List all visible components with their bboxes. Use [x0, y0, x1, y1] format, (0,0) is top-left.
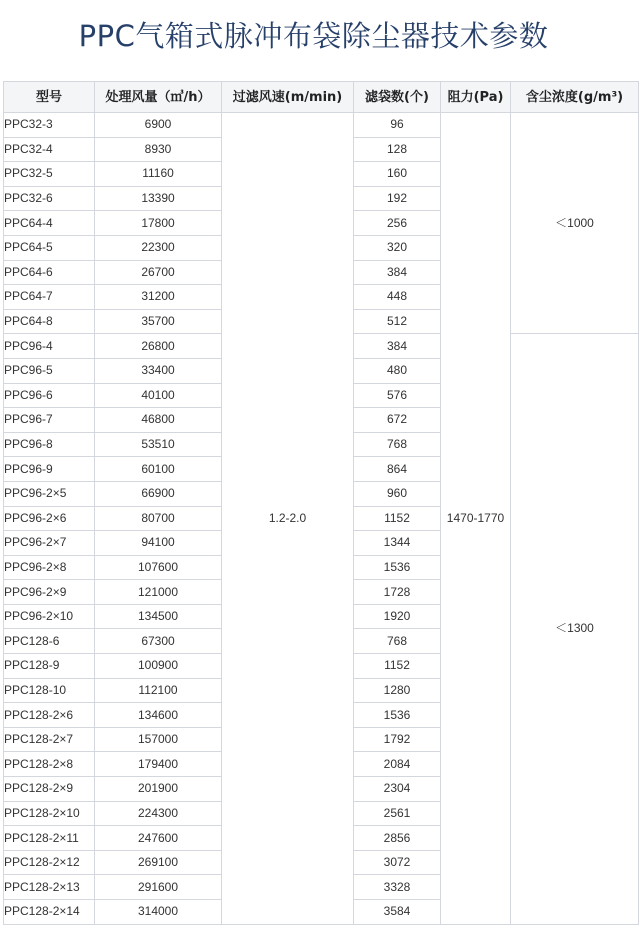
airflow-cell: 201900 — [95, 777, 222, 802]
bag-count-cell: 320 — [354, 235, 441, 260]
bag-count-cell: 1152 — [354, 506, 441, 531]
model-cell: PPC128-2×9 — [4, 777, 95, 802]
model-cell: PPC128-2×12 — [4, 850, 95, 875]
airflow-cell: 11160 — [95, 162, 222, 187]
bag-count-cell: 2561 — [354, 801, 441, 826]
airflow-cell: 66900 — [95, 481, 222, 506]
model-cell: PPC96-2×10 — [4, 604, 95, 629]
header-resistance: 阻力(Pa) — [441, 82, 511, 113]
model-cell: PPC64-5 — [4, 235, 95, 260]
bag-count-cell: 96 — [354, 113, 441, 138]
model-cell: PPC96-2×9 — [4, 580, 95, 605]
table-row — [4, 113, 639, 138]
filter-velocity-cell: 1.2-2.0 — [222, 113, 354, 925]
model-cell: PPC96-2×8 — [4, 555, 95, 580]
table-body — [4, 113, 639, 925]
model-cell: PPC96-8 — [4, 432, 95, 457]
model-cell: PPC64-8 — [4, 309, 95, 334]
bag-count-cell: 384 — [354, 334, 441, 359]
model-cell: PPC128-2×7 — [4, 727, 95, 752]
airflow-cell: 224300 — [95, 801, 222, 826]
airflow-cell: 13390 — [95, 186, 222, 211]
airflow-cell: 107600 — [95, 555, 222, 580]
model-cell: PPC32-4 — [4, 137, 95, 162]
bag-count-cell: 2084 — [354, 752, 441, 777]
header-dust-concentration: 含尘浓度(g/m³) — [511, 82, 639, 113]
header-bag-count: 滤袋数(个) — [354, 82, 441, 113]
airflow-cell: 31200 — [95, 285, 222, 310]
model-cell: PPC64-6 — [4, 260, 95, 285]
bag-count-cell: 480 — [354, 358, 441, 383]
bag-count-cell: 3584 — [354, 900, 441, 925]
airflow-cell: 100900 — [95, 654, 222, 679]
resistance-cell: 1470-1770 — [441, 113, 511, 925]
bag-count-cell: 512 — [354, 309, 441, 334]
model-cell: PPC96-5 — [4, 358, 95, 383]
airflow-cell: 291600 — [95, 875, 222, 900]
model-cell: PPC64-4 — [4, 211, 95, 236]
bag-count-cell: 384 — [354, 260, 441, 285]
bag-count-cell: 448 — [354, 285, 441, 310]
airflow-cell: 26700 — [95, 260, 222, 285]
airflow-cell: 134600 — [95, 703, 222, 728]
airflow-cell: 157000 — [95, 727, 222, 752]
bag-count-cell: 1536 — [354, 703, 441, 728]
page-title: PPC气箱式脉冲布袋除尘器技术参数 — [78, 19, 549, 53]
header-row — [4, 82, 639, 113]
bag-count-cell: 960 — [354, 481, 441, 506]
header-filter-velocity: 过滤风速(m/min) — [222, 82, 354, 113]
airflow-cell: 269100 — [95, 850, 222, 875]
airflow-cell: 46800 — [95, 408, 222, 433]
spec-table — [3, 81, 639, 925]
bag-count-cell: 768 — [354, 432, 441, 457]
airflow-cell: 35700 — [95, 309, 222, 334]
model-cell: PPC128-2×13 — [4, 875, 95, 900]
airflow-cell: 94100 — [95, 531, 222, 556]
model-cell: PPC32-3 — [4, 113, 95, 138]
airflow-cell: 53510 — [95, 432, 222, 457]
model-cell: PPC96-7 — [4, 408, 95, 433]
model-cell: PPC128-6 — [4, 629, 95, 654]
airflow-cell: 247600 — [95, 826, 222, 851]
model-cell: PPC128-2×14 — [4, 900, 95, 925]
model-cell: PPC128-2×10 — [4, 801, 95, 826]
model-cell: PPC96-4 — [4, 334, 95, 359]
bag-count-cell: 576 — [354, 383, 441, 408]
airflow-cell: 40100 — [95, 383, 222, 408]
bag-count-cell: 3328 — [354, 875, 441, 900]
bag-count-cell: 3072 — [354, 850, 441, 875]
bag-count-cell: 1536 — [354, 555, 441, 580]
airflow-cell: 80700 — [95, 506, 222, 531]
model-cell: PPC96-9 — [4, 457, 95, 482]
header-airflow: 处理风量（㎥/h） — [95, 82, 222, 113]
airflow-cell: 8930 — [95, 137, 222, 162]
airflow-cell: 179400 — [95, 752, 222, 777]
airflow-cell: 134500 — [95, 604, 222, 629]
bag-count-cell: 2856 — [354, 826, 441, 851]
header-model: 型号 — [4, 82, 95, 113]
airflow-cell: 121000 — [95, 580, 222, 605]
model-cell: PPC128-2×11 — [4, 826, 95, 851]
model-cell: PPC128-2×8 — [4, 752, 95, 777]
model-cell: PPC32-6 — [4, 186, 95, 211]
model-cell: PPC128-2×6 — [4, 703, 95, 728]
model-cell: PPC96-2×6 — [4, 506, 95, 531]
airflow-cell: 22300 — [95, 235, 222, 260]
model-cell: PPC128-9 — [4, 654, 95, 679]
bag-count-cell: 2304 — [354, 777, 441, 802]
model-cell: PPC96-2×5 — [4, 481, 95, 506]
airflow-cell: 17800 — [95, 211, 222, 236]
bag-count-cell: 128 — [354, 137, 441, 162]
bag-count-cell: 768 — [354, 629, 441, 654]
model-cell: PPC96-6 — [4, 383, 95, 408]
bag-count-cell: 864 — [354, 457, 441, 482]
airflow-cell: 67300 — [95, 629, 222, 654]
airflow-cell: 6900 — [95, 113, 222, 138]
bag-count-cell: 1344 — [354, 531, 441, 556]
dust-concentration-cell: ＜1000 — [511, 113, 639, 334]
airflow-cell: 112100 — [95, 678, 222, 703]
dust-concentration-cell: ＜1300 — [511, 334, 639, 924]
bag-count-cell: 1280 — [354, 678, 441, 703]
bag-count-cell: 1792 — [354, 727, 441, 752]
bag-count-cell: 160 — [354, 162, 441, 187]
bag-count-cell: 1728 — [354, 580, 441, 605]
bag-count-cell: 256 — [354, 211, 441, 236]
airflow-cell: 26800 — [95, 334, 222, 359]
bag-count-cell: 192 — [354, 186, 441, 211]
bag-count-cell: 672 — [354, 408, 441, 433]
model-cell: PPC96-2×7 — [4, 531, 95, 556]
model-cell: PPC128-10 — [4, 678, 95, 703]
bag-count-cell: 1920 — [354, 604, 441, 629]
model-cell: PPC64-7 — [4, 285, 95, 310]
airflow-cell: 60100 — [95, 457, 222, 482]
airflow-cell: 314000 — [95, 900, 222, 925]
airflow-cell: 33400 — [95, 358, 222, 383]
model-cell: PPC32-5 — [4, 162, 95, 187]
bag-count-cell: 1152 — [354, 654, 441, 679]
